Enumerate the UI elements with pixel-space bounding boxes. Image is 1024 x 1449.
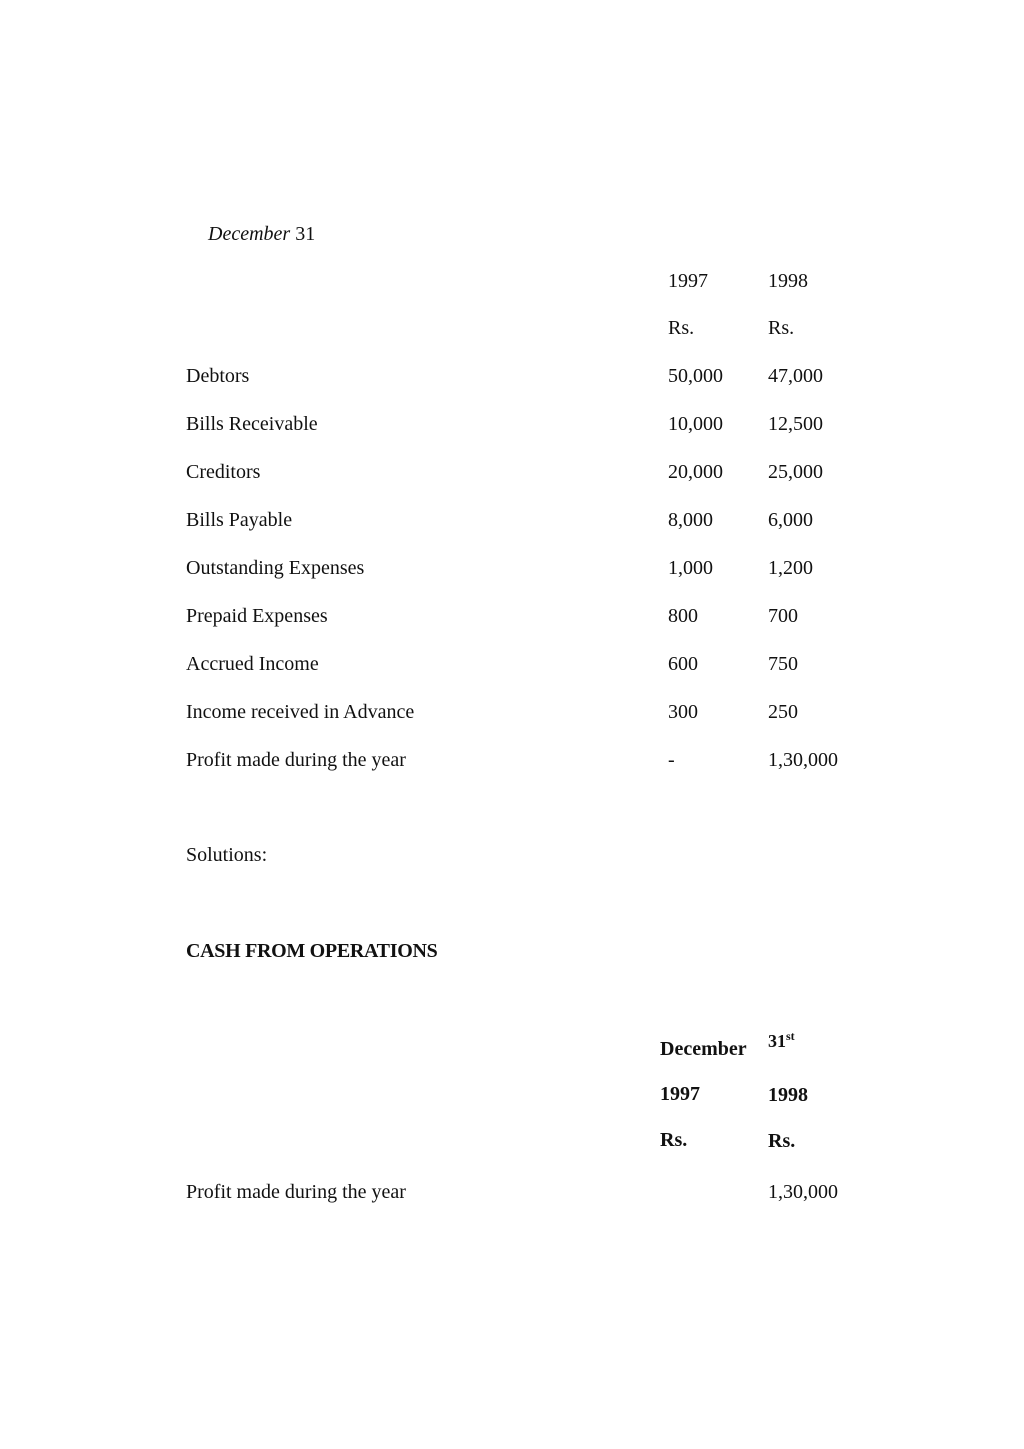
section-title: CASH FROM OPERATIONS: [186, 940, 438, 962]
table-row-1998: 750: [768, 653, 798, 675]
table-row-label: Creditors: [186, 461, 261, 483]
cash-col-header-1997: 1997: [660, 1083, 700, 1105]
table-row-1997: 1,000: [668, 557, 713, 579]
cash-currency-1998: Rs.: [768, 1130, 796, 1152]
solutions-label: Solutions:: [186, 844, 268, 866]
col-header-1997: 1997: [668, 270, 708, 292]
date-heading: [208, 224, 315, 244]
cash-currency-1997: Rs.: [660, 1129, 688, 1151]
table-row-1997: -: [668, 749, 675, 771]
table-row-label: Income received in Advance: [186, 701, 415, 723]
table-row-label: Outstanding Expenses: [186, 557, 365, 579]
date-heading-month: December: [208, 223, 291, 245]
table-row-1997: 800: [668, 605, 698, 627]
table-row-1998: 250: [768, 701, 798, 723]
table-row-label: Accrued Income: [186, 653, 319, 675]
cash-header-month: December: [660, 1038, 747, 1060]
cash-header-day-suffix: st: [786, 1029, 795, 1043]
cash-header-day-number: 31: [768, 1031, 786, 1051]
table-row-label: Profit made during the year: [186, 749, 406, 771]
table-row-1997: 8,000: [668, 509, 713, 531]
table-row-1998: 6,000: [768, 509, 813, 531]
table-row-1998: 12,500: [768, 413, 823, 435]
table-row-1997: 20,000: [668, 461, 723, 483]
table-row-label: Profit made during the year: [186, 1181, 406, 1203]
table-row-1998: 700: [768, 605, 798, 627]
table-row-1998: 1,30,000: [768, 1181, 838, 1203]
currency-1998: Rs.: [768, 317, 795, 339]
table-row-1997: 50,000: [668, 365, 723, 387]
table-row-label: Bills Payable: [186, 509, 293, 531]
table-row-1998: 1,30,000: [768, 749, 838, 771]
table-row-1998: 25,000: [768, 461, 823, 483]
table-row-1998: 1,200: [768, 557, 813, 579]
table-row-label: Debtors: [186, 365, 250, 387]
col-header-1998: 1998: [768, 270, 808, 292]
table-row-1998: 47,000: [768, 365, 823, 387]
date-heading-day: 31: [295, 223, 316, 245]
table-row-1997: 10,000: [668, 413, 723, 435]
currency-1997: Rs.: [668, 317, 695, 339]
table-row-label: Bills Receivable: [186, 413, 318, 435]
cash-header-day: [768, 1029, 795, 1051]
table-row-1997: 600: [668, 653, 698, 675]
table-row-label: Prepaid Expenses: [186, 605, 328, 627]
cash-col-header-1998: 1998: [768, 1084, 808, 1106]
table-row-1997: 300: [668, 701, 698, 723]
